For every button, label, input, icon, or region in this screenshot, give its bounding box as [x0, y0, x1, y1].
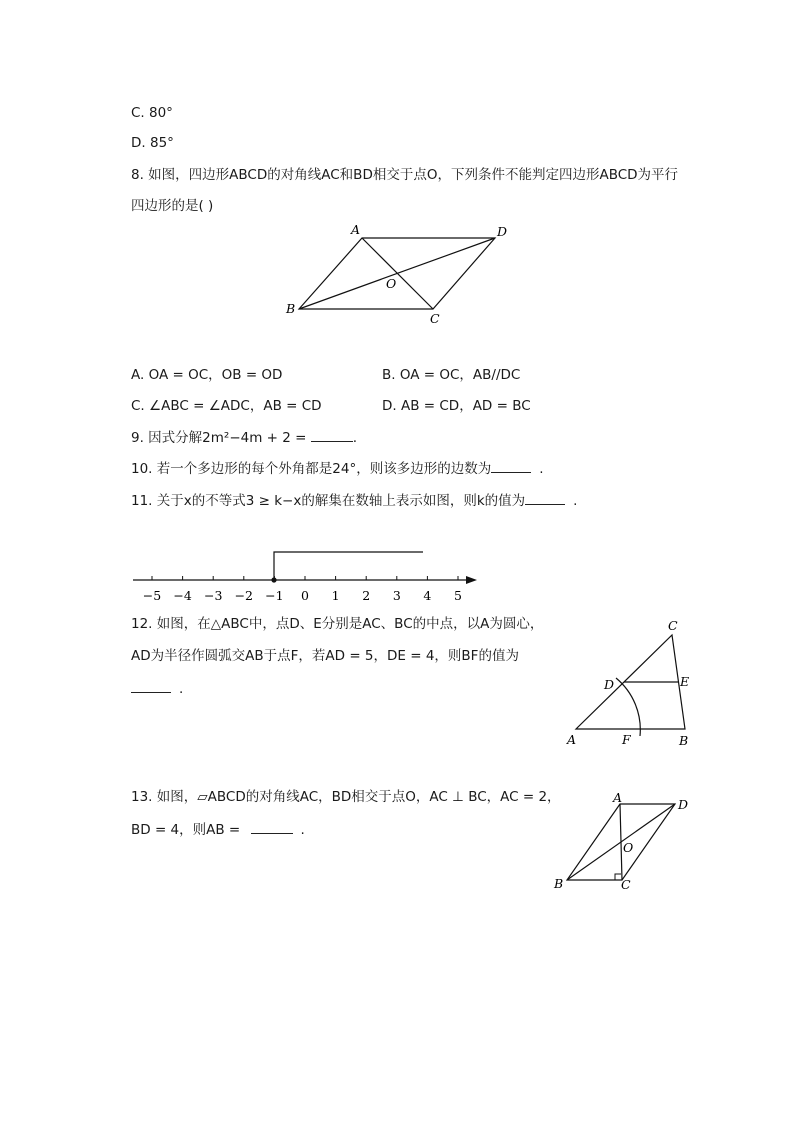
q8-option-c: C. ∠ABC = ∠ADC，AB = CD: [131, 398, 322, 414]
q13-label-c: C: [621, 877, 631, 892]
q11-tick-label: 1: [331, 588, 340, 603]
q12-label-a: A: [567, 732, 577, 747]
q9-end: .: [352, 430, 358, 446]
q8-label-o: O: [386, 276, 397, 291]
q8-option-a: A. OA = OC，OB = OD: [131, 367, 283, 383]
q13-label-b: B: [554, 876, 564, 891]
q13-label-a: A: [613, 790, 623, 805]
q12-label-b: B: [679, 733, 689, 748]
q13-text: BD = 4，则AB =: [131, 822, 245, 838]
q12-label-e: E: [680, 674, 690, 689]
q11-text: 11. 关于x的不等式3 ≥ k−x的解集在数轴上表示如图，则k的值为: [131, 493, 526, 509]
q10-text: 10. 若一个多边形的每个外角都是24°，则该多边形的边数为: [131, 461, 492, 477]
q12-end: .: [179, 681, 184, 697]
q11-tick-label: 4: [423, 588, 432, 603]
q11-tick-label: 0: [301, 588, 309, 603]
q11-tick-label: 5: [454, 588, 462, 603]
q7-option-d: D. 85°: [131, 135, 174, 151]
q11-tick-label: −2: [234, 588, 254, 603]
q11-tick-label: −1: [265, 588, 284, 603]
q7-option-c: C. 80°: [131, 105, 173, 121]
q10-end: .: [539, 461, 544, 477]
q13-diagonal-bd: [567, 804, 675, 880]
q8-option-b: B. OA = OC，AB//DC: [382, 367, 521, 383]
q8-label-b: B: [286, 301, 296, 316]
q13-label-o: O: [623, 840, 634, 855]
q8-stem-line2: 四边形的是( ): [131, 198, 214, 214]
q11-tick-label: −3: [203, 588, 223, 603]
q12-label-d: D: [604, 677, 615, 692]
q12-stem-line2: AD为半径作圆弧交AB于点F，若AD = 5，DE = 4，则BF的值为: [131, 648, 519, 664]
q13-end: .: [300, 822, 305, 838]
q13-label-d: D: [678, 797, 689, 812]
q11-end: .: [573, 493, 578, 509]
q12-stem-line1: 12. 如图，在△ABC中，点D、E分别是AC、BC的中点，以A为圆心，: [131, 616, 544, 632]
q8-label-a: A: [351, 222, 361, 237]
q8-label-c: C: [430, 311, 440, 326]
q8-option-d: D. AB = CD，AD = BC: [382, 398, 531, 414]
q11-tick-label: −5: [142, 588, 162, 603]
q9-text: 9. 因式分解2m²−4m + 2 =: [131, 430, 311, 446]
q12-label-c: C: [668, 618, 678, 633]
q12-label-f: F: [622, 732, 631, 747]
q8-label-d: D: [497, 224, 508, 239]
q8-stem-line1: 8. 如图，四边形ABCD的对角线AC和BD相交于点O，下列条件不能判定四边形ABCD为平行: [131, 167, 679, 183]
q13-stem-line1: 13. 如图，▱ABCD的对角线AC，BD相交于点O，AC ⊥ BC，AC = 2，: [131, 789, 561, 805]
q11-tick-label: 2: [362, 588, 371, 603]
q11-tick-label: −4: [173, 588, 192, 603]
q11-tick-label: 3: [392, 588, 401, 603]
